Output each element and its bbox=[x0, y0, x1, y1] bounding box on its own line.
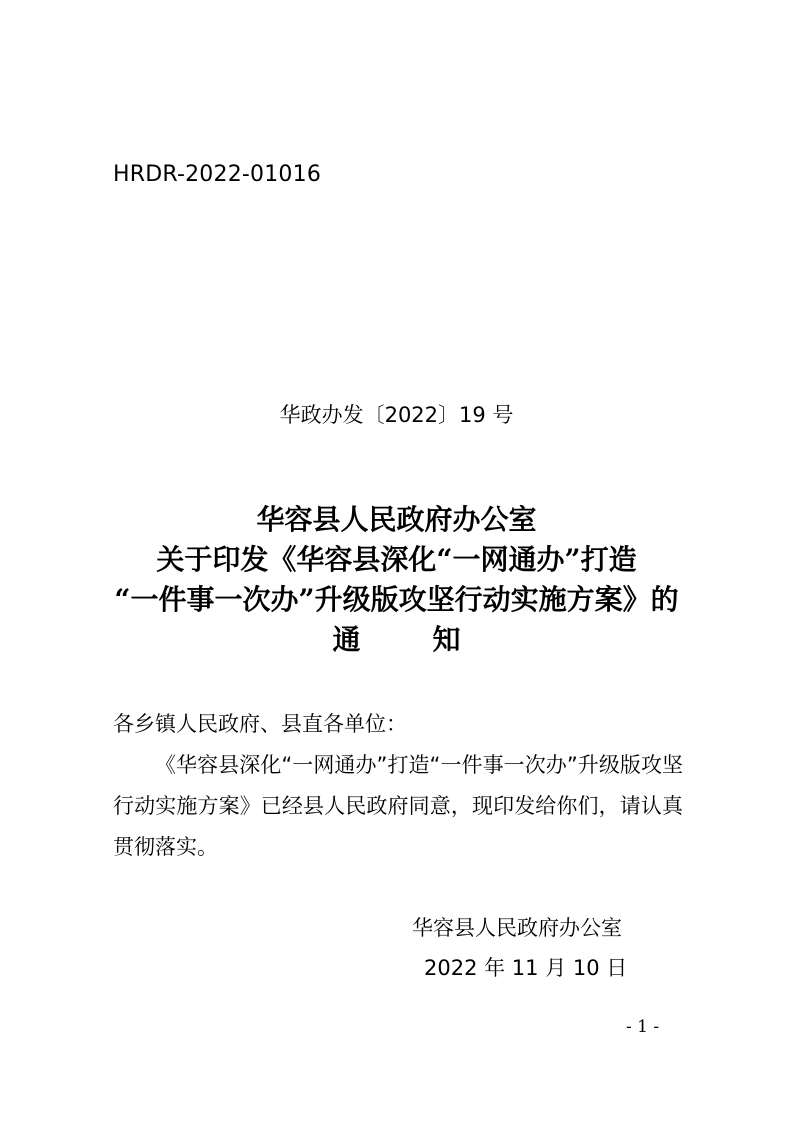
body-paragraph: 《华容县深化“一网通办”打造“一件事一次办”升级版攻坚行动实施方案》已经县人民政府同意，现印发给你们，请认真贯彻落实。 bbox=[113, 753, 683, 859]
document-body bbox=[113, 704, 683, 868]
title-notice: 通知 bbox=[332, 623, 533, 656]
document-number: 华政办发〔2022〕19 号 bbox=[279, 403, 514, 427]
document-title bbox=[0, 500, 793, 660]
salutation: 各乡镇人民政府、县直各单位： bbox=[113, 712, 407, 736]
signature-block bbox=[412, 908, 627, 988]
page-number: - 1 - bbox=[626, 1017, 660, 1037]
signature-org: 华容县人民政府办公室 bbox=[412, 916, 622, 940]
signature-date: 2022 年 11 月 10 日 bbox=[424, 956, 628, 980]
title-line-3: “一件事一次办”升级版攻坚行动实施方案》的 bbox=[114, 583, 679, 616]
title-line-1: 华容县人民政府办公室 bbox=[256, 503, 537, 536]
title-line-2: 关于印发《华容县深化“一网通办”打造 bbox=[156, 543, 637, 576]
document-code: HRDR-2022-01016 bbox=[113, 162, 322, 187]
